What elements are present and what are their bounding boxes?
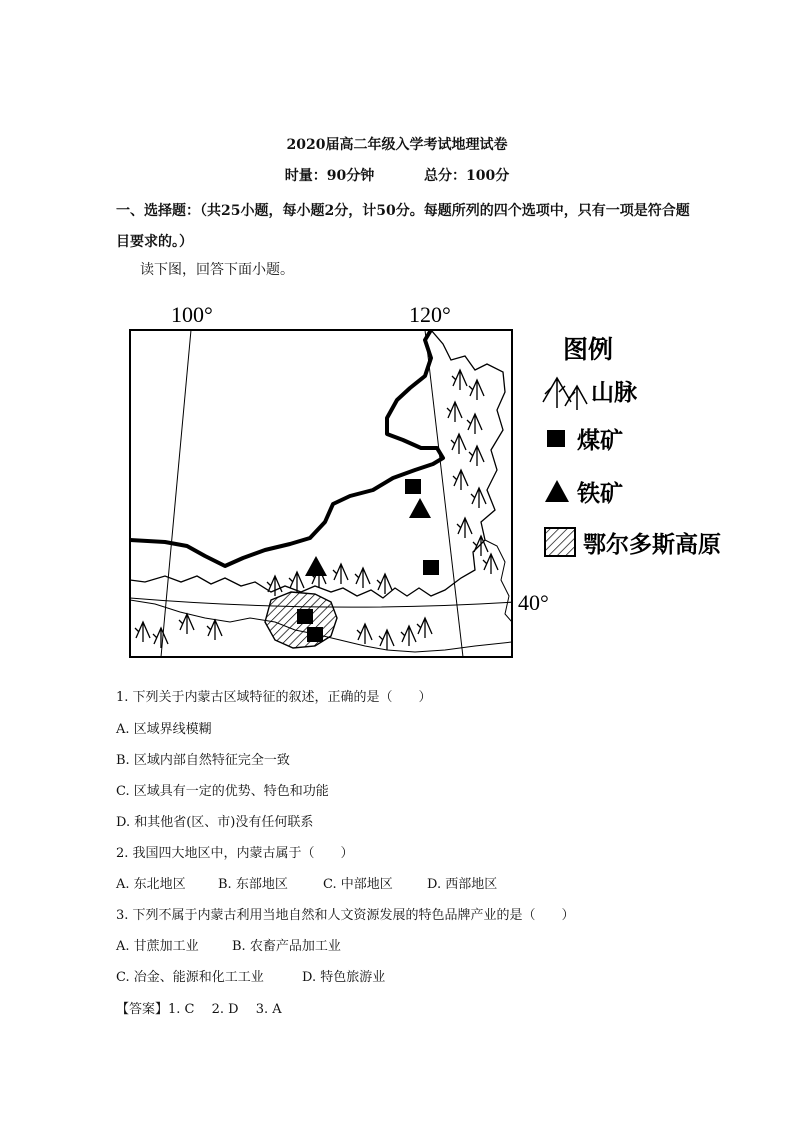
iron-legend-icon (545, 480, 569, 502)
coal-mine-marker (423, 560, 439, 575)
longitude-100-label: 100° (171, 302, 213, 327)
coal-legend-icon (547, 430, 565, 447)
legend-title: 图例 (563, 335, 614, 364)
coal-mine-marker (405, 479, 421, 494)
question-1-option-a: A. 区域界线模糊 (116, 722, 212, 737)
question-1-option-c: C. 区域具有一定的优势、特色和功能 (116, 784, 329, 799)
question-1-option-d: D. 和其他省(区、市)没有任何联系 (116, 815, 314, 830)
question-2-option-a: A. 东北地区 (116, 877, 186, 892)
inner-mongolia-map (125, 300, 785, 665)
question-3-option-a: A. 甘蔗加工业 (116, 939, 199, 954)
question-2-option-c: C. 中部地区 (323, 877, 393, 892)
legend-plateau-label: 鄂尔多斯高原 (583, 532, 721, 558)
exam-meta (0, 165, 794, 185)
longitude-120-label: 120° (409, 302, 451, 327)
question-2-option-b: B. 东部地区 (218, 877, 288, 892)
instruction: 读下图，回答下面小题。 (140, 262, 294, 278)
coal-mine-marker (307, 627, 323, 642)
question-3-stem: 3. 下列不属于内蒙古利用当地自然和人文资源发展的特色品牌产业的是（ ） (116, 908, 575, 923)
latitude-40-label: 40° (518, 590, 549, 615)
question-1-stem: 1. 下列关于内蒙古区域特征的叙述，正确的是（ ） (116, 690, 432, 705)
question-3-option-d: D. 特色旅游业 (302, 970, 386, 985)
question-2-stem: 2. 我国四大地区中，内蒙古属于（ ） (116, 846, 354, 861)
legend-coal-label: 煤矿 (577, 428, 623, 454)
question-1-option-b: B. 区域内部自然特征完全一致 (116, 753, 290, 768)
answer-key: 【答案】1. C 2. D 3. A (116, 1002, 282, 1017)
plateau-legend-icon (545, 528, 575, 556)
question-3-option-b: B. 农畜产品加工业 (232, 939, 341, 954)
map-legend (543, 335, 721, 558)
legend-mountain-label: 山脉 (591, 380, 637, 406)
exam-time: 时量：90分钟 (284, 168, 375, 184)
section-heading: 一、选择题：（共25小题，每小题2分，计50分。每题所列的四个选项中，只有一项是符合题目要求的。） (116, 203, 690, 250)
exam-score: 总分：100分 (424, 168, 510, 184)
coal-mine-marker (297, 609, 313, 624)
question-3-option-c: C. 冶金、能源和化工工业 (116, 970, 264, 985)
question-2-option-d: D. 西部地区 (427, 877, 498, 892)
exam-title: 2020届高二年级入学考试地理试卷 (286, 137, 508, 153)
mountain-legend-icon (543, 378, 587, 410)
legend-iron-label: 铁矿 (577, 481, 623, 507)
